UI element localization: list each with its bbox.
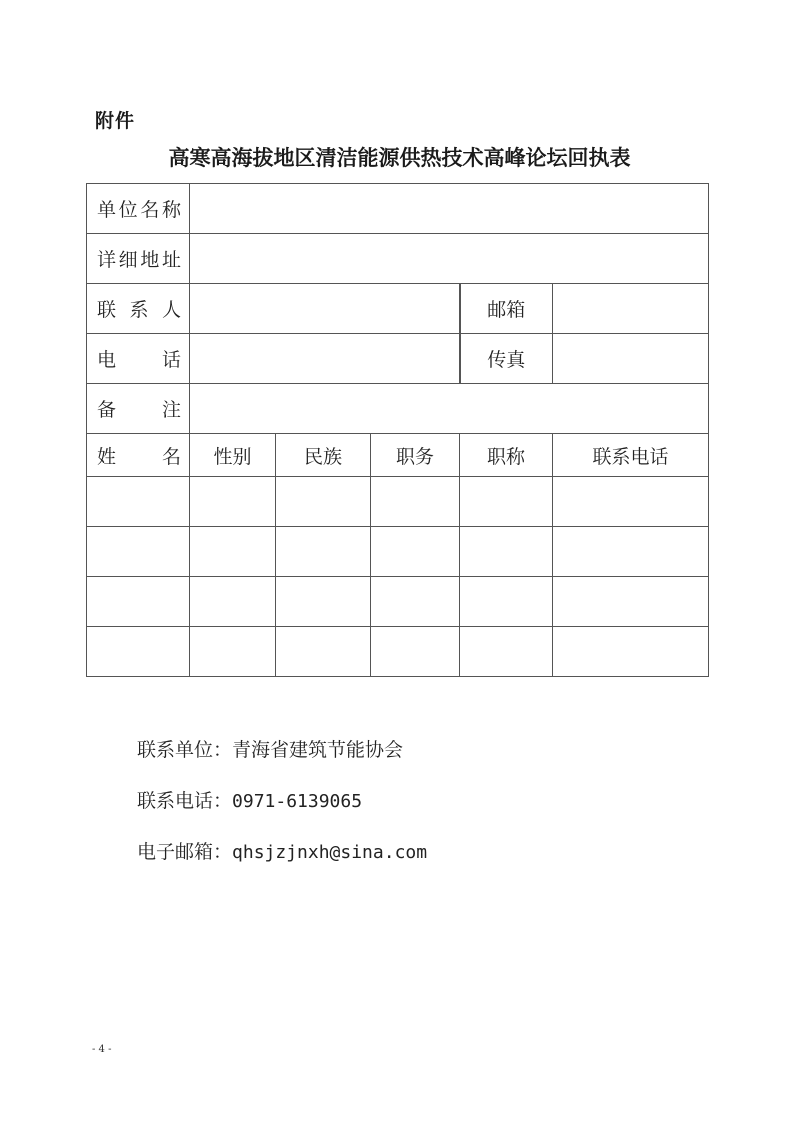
- attendee-phone-cell[interactable]: [553, 477, 709, 527]
- unit-name-field[interactable]: [190, 184, 709, 234]
- attendee-ethnicity-cell[interactable]: [276, 627, 371, 677]
- attendee-position-cell[interactable]: [371, 627, 460, 677]
- contact-phone-line: [137, 786, 427, 837]
- attendee-ethnicity-cell[interactable]: [276, 527, 371, 577]
- attendee-position-cell[interactable]: [371, 527, 460, 577]
- remarks-label: 备 注: [87, 384, 190, 434]
- column-header-gender: 性别: [190, 434, 276, 477]
- column-header-position: 职务: [371, 434, 460, 477]
- row-phone: [87, 334, 709, 384]
- address-field[interactable]: [190, 234, 709, 284]
- contact-phone-value: 0971-6139065: [232, 791, 363, 812]
- reply-form-table: [86, 183, 709, 677]
- contact-email-label: 电子邮箱：: [137, 841, 233, 863]
- attendee-title-cell[interactable]: [460, 627, 553, 677]
- attendee-gender-cell[interactable]: [190, 577, 276, 627]
- attendee-gender-cell[interactable]: [190, 627, 276, 677]
- attendee-position-cell[interactable]: [371, 577, 460, 627]
- attendee-name-cell[interactable]: [87, 627, 190, 677]
- column-header-contact-phone: 联系电话: [553, 434, 709, 477]
- contact-email-value[interactable]: qhsjzjnxh@sina.com: [232, 842, 428, 863]
- row-address: [87, 234, 709, 284]
- fax-field[interactable]: [553, 334, 709, 384]
- contact-person-field[interactable]: [190, 284, 460, 334]
- attendee-phone-cell[interactable]: [553, 577, 709, 627]
- attachment-label: 附件: [95, 110, 136, 132]
- contact-unit-label: 联系单位：: [137, 739, 233, 761]
- contact-email-line: [137, 837, 427, 888]
- phone-field[interactable]: [190, 334, 460, 384]
- contact-person-label: 联 系 人: [87, 284, 190, 334]
- attendee-position-cell[interactable]: [371, 477, 460, 527]
- attendee-row: [87, 577, 709, 627]
- attendee-title-cell[interactable]: [460, 577, 553, 627]
- phone-label: 电 话: [87, 334, 190, 384]
- unit-name-label: 单 位 名 称: [87, 184, 190, 234]
- email-field[interactable]: [553, 284, 709, 334]
- address-label: 详 细 地 址: [87, 234, 190, 284]
- attendee-ethnicity-cell[interactable]: [276, 477, 371, 527]
- page-title: 高寒高海拔地区清洁能源供热技术高峰论坛回执表: [168, 145, 631, 170]
- page-number: - 4 -: [92, 1044, 112, 1055]
- column-header-name: 姓 名: [87, 434, 190, 477]
- attendee-gender-cell[interactable]: [190, 477, 276, 527]
- attendee-header-row: [87, 434, 709, 477]
- attendee-phone-cell[interactable]: [553, 627, 709, 677]
- attendee-row: [87, 627, 709, 677]
- row-contact-person: [87, 284, 709, 334]
- row-unit-name: [87, 184, 709, 234]
- contact-info: [137, 735, 427, 888]
- row-remarks: [87, 384, 709, 434]
- fax-label: 传真: [460, 334, 553, 384]
- attendee-row: [87, 527, 709, 577]
- attendee-title-cell[interactable]: [460, 477, 553, 527]
- attendee-row: [87, 477, 709, 527]
- remarks-field[interactable]: [190, 384, 709, 434]
- attendee-name-cell[interactable]: [87, 477, 190, 527]
- contact-phone-label: 联系电话：: [137, 790, 233, 812]
- attendee-name-cell[interactable]: [87, 577, 190, 627]
- column-header-title: 职称: [460, 434, 553, 477]
- column-header-ethnicity: 民族: [276, 434, 371, 477]
- email-label: 邮箱: [460, 284, 553, 334]
- attendee-title-cell[interactable]: [460, 527, 553, 577]
- contact-unit-line: [137, 735, 427, 786]
- attendee-ethnicity-cell[interactable]: [276, 577, 371, 627]
- contact-unit-value: 青海省建筑节能协会: [232, 739, 404, 761]
- attendee-gender-cell[interactable]: [190, 527, 276, 577]
- attendee-phone-cell[interactable]: [553, 527, 709, 577]
- attendee-name-cell[interactable]: [87, 527, 190, 577]
